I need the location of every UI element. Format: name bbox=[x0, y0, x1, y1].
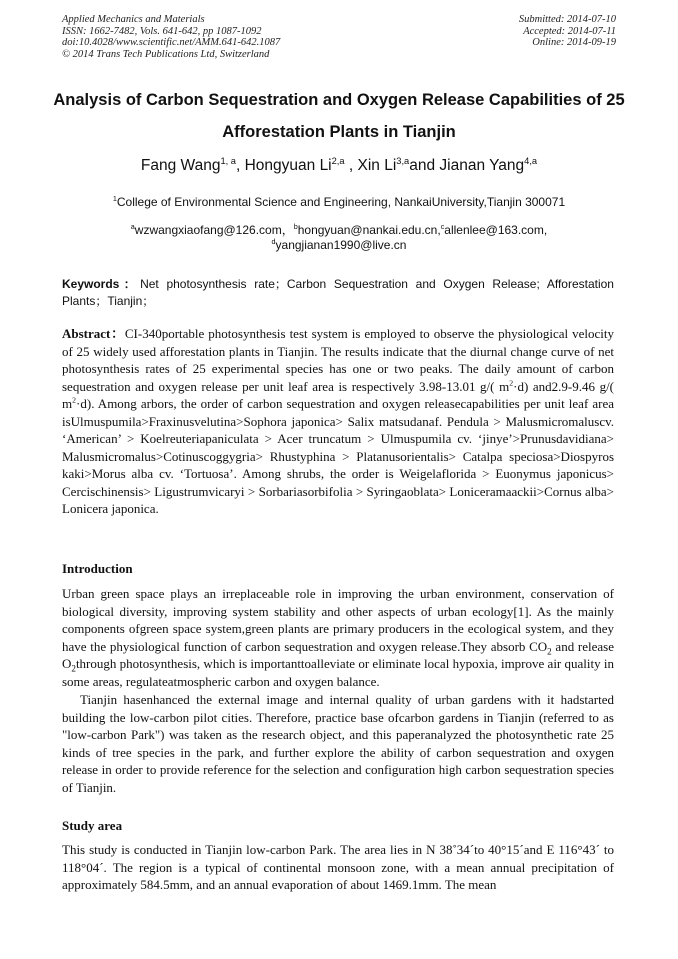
author-separator: and bbox=[409, 157, 440, 174]
email-line-1 bbox=[40, 221, 638, 238]
abstract-text: CI-340portable photosynthesis test system is employed to observe the physiological velocity of 25 widely used afforestation plants in Tianjin. The results indicate that the diurnal change curve of net photosynthesis rates of 25 experimental species has one or two peaks. The daily amount of carbon sequestration and oxygen release per unit leaf area is respectively 3.98-13.01 g/( m bbox=[62, 326, 614, 394]
paragraph-text: through photosynthesis, which is importanttoalleviate or eliminate local hypoxia, improve air quality in some areas, regulateatmospheric carbon and oxygen balance. bbox=[62, 656, 614, 689]
author-name: Hongyuan Li bbox=[244, 157, 332, 174]
abstract bbox=[62, 325, 614, 518]
paragraph-text: Urban green space plays an irreplaceable role in improving the urban environment, conservation of biological diversity, improving system stability and other aspects of urban ecology[1]. As the mainly components ofgreen space system,green plants are primary producers in the ecological system, and they have the physiological function of carbon sequestration and oxygen release.They absorb CO bbox=[62, 586, 614, 654]
issn-line: ISSN: 1662-7482, Vols. 641-642, pp 1087-1092 bbox=[62, 25, 262, 37]
email-sup: c bbox=[440, 222, 445, 231]
affiliation bbox=[40, 195, 638, 209]
author-list bbox=[40, 157, 638, 175]
introduction-paragraph-2: Tianjin hasenhanced the external image and internal quality of urban gardens with it hadstarted building the low-carbon pilot cities. Therefore, practice base ofcarbon gardens in Tianjin (referred to as "low-carbon Park") was taken as the research object, and this paperanalyzed the photosynthetic rate 25 kinds of tree species in the park, and further explore the ability of carbon sequestration and oxygen release in order to provide reference for the selection and configuration high carbon sequestration species of Tianjin. bbox=[62, 692, 614, 795]
paragraph-text: and release O bbox=[62, 638, 614, 671]
keywords bbox=[62, 276, 614, 310]
email-address: hongyuan@nankai.edu.cn, bbox=[297, 223, 441, 237]
author-sup: 3,a bbox=[396, 155, 410, 166]
unit-sup: 2 bbox=[72, 395, 77, 405]
email-sup: b bbox=[293, 222, 298, 231]
affiliation-text: College of Environmental Science and Engineering, NankaiUniversity,Tianjin 300071 bbox=[116, 195, 566, 209]
copyright-line: © 2014 Trans Tech Publications Ltd, Switzerland bbox=[62, 48, 270, 60]
abstract-text: ·d). Among arbors, the order of carbon sequestration and oxygen releasecapabilities per unit leaf area isUlmuspumila>Fraxinusvelutina>Sophora japonica> Salix matsudanaf. Pendula > Malusmicromaluscv. ‘American’ > Koelreuteriapaniculata > Acer truncatum > Ulmuspumila cv. ‘jinye’>Prunusdavidiana> Malusmicromalus>Cotinuscoggygria> Rhustyphina > Platanusorientalis> Catalpa speciosa>Diospyros kaki>Morus alba cv. ‘Tortuosa’. Among shrubs, the order is Weigelaflorida > Euonymus japonicus> Cercischinensis> Ligustrumvicaryi > Sorbariasorbifolia > Syringaoblata> Loniceramaackii>Cornus alba> Lonicera japonica. bbox=[62, 396, 614, 516]
dates-info bbox=[519, 14, 616, 49]
email-sup: a bbox=[130, 222, 135, 231]
journal-name: Applied Mechanics and Materials bbox=[62, 14, 205, 25]
introduction-paragraph-1 bbox=[62, 585, 614, 690]
author-sup: 4,a bbox=[524, 155, 538, 166]
author-separator: , bbox=[235, 157, 245, 174]
author-separator: , bbox=[344, 157, 358, 174]
keywords-text: Net photosynthesis rate；Carbon Sequestration and Oxygen Release; Afforestation Plants；Tianjin； bbox=[62, 277, 614, 308]
paper-title-line-2: Afforestation Plants in Tianjin bbox=[222, 123, 456, 141]
author-name: Jianan Yang bbox=[439, 157, 525, 174]
section-heading-study-area: Study area bbox=[62, 818, 123, 833]
accepted-date: Accepted: 2014-07-11 bbox=[523, 25, 616, 37]
author-name: Xin Li bbox=[357, 157, 397, 174]
affiliation-sup: 1 bbox=[112, 194, 117, 203]
journal-info bbox=[62, 14, 280, 60]
email-address: wzwangxiaofang@126.com， bbox=[134, 223, 294, 237]
study-area-paragraph: This study is conducted in Tianjin low-carbon Park. The area lies in N 38˚34´to 40°15´and E 116°43´ to 118°04´. The region is a typical of continental monsoon zone, with a mean annual precipitation of approximately 584.5mm, and an annual evaporation of about 1469.1mm. The mean bbox=[62, 842, 614, 892]
chem-subscript: 2 bbox=[547, 646, 552, 657]
email-address: yangjianan1990@live.cn bbox=[275, 238, 407, 252]
online-date: Online: 2014-09-19 bbox=[532, 37, 616, 48]
email-sup: d bbox=[271, 237, 276, 246]
paper-title-line-1: Analysis of Carbon Sequestration and Oxygen Release Capabilities of 25 bbox=[53, 91, 625, 109]
abstract-text: ·d) and2.9-9.46 g/( m bbox=[62, 378, 615, 411]
author-sup: 2,a bbox=[331, 155, 345, 166]
section-heading-introduction: Introduction bbox=[62, 561, 133, 576]
unit-sup: 2 bbox=[509, 378, 514, 388]
author-sup: 1, a bbox=[220, 155, 236, 166]
author-name: Fang Wang bbox=[140, 157, 221, 174]
chem-subscript: 2 bbox=[71, 663, 76, 674]
abstract-label: Abstract： bbox=[62, 326, 125, 341]
submitted-date: Submitted: 2014-07-10 bbox=[518, 14, 616, 25]
doi-line: doi:10.4028/www.scientific.net/AMM.641-642.1087 bbox=[62, 37, 281, 48]
email-line-2 bbox=[40, 238, 638, 252]
email-address: allenlee@163.com, bbox=[444, 223, 548, 237]
keywords-label: Keywords： bbox=[62, 277, 141, 291]
